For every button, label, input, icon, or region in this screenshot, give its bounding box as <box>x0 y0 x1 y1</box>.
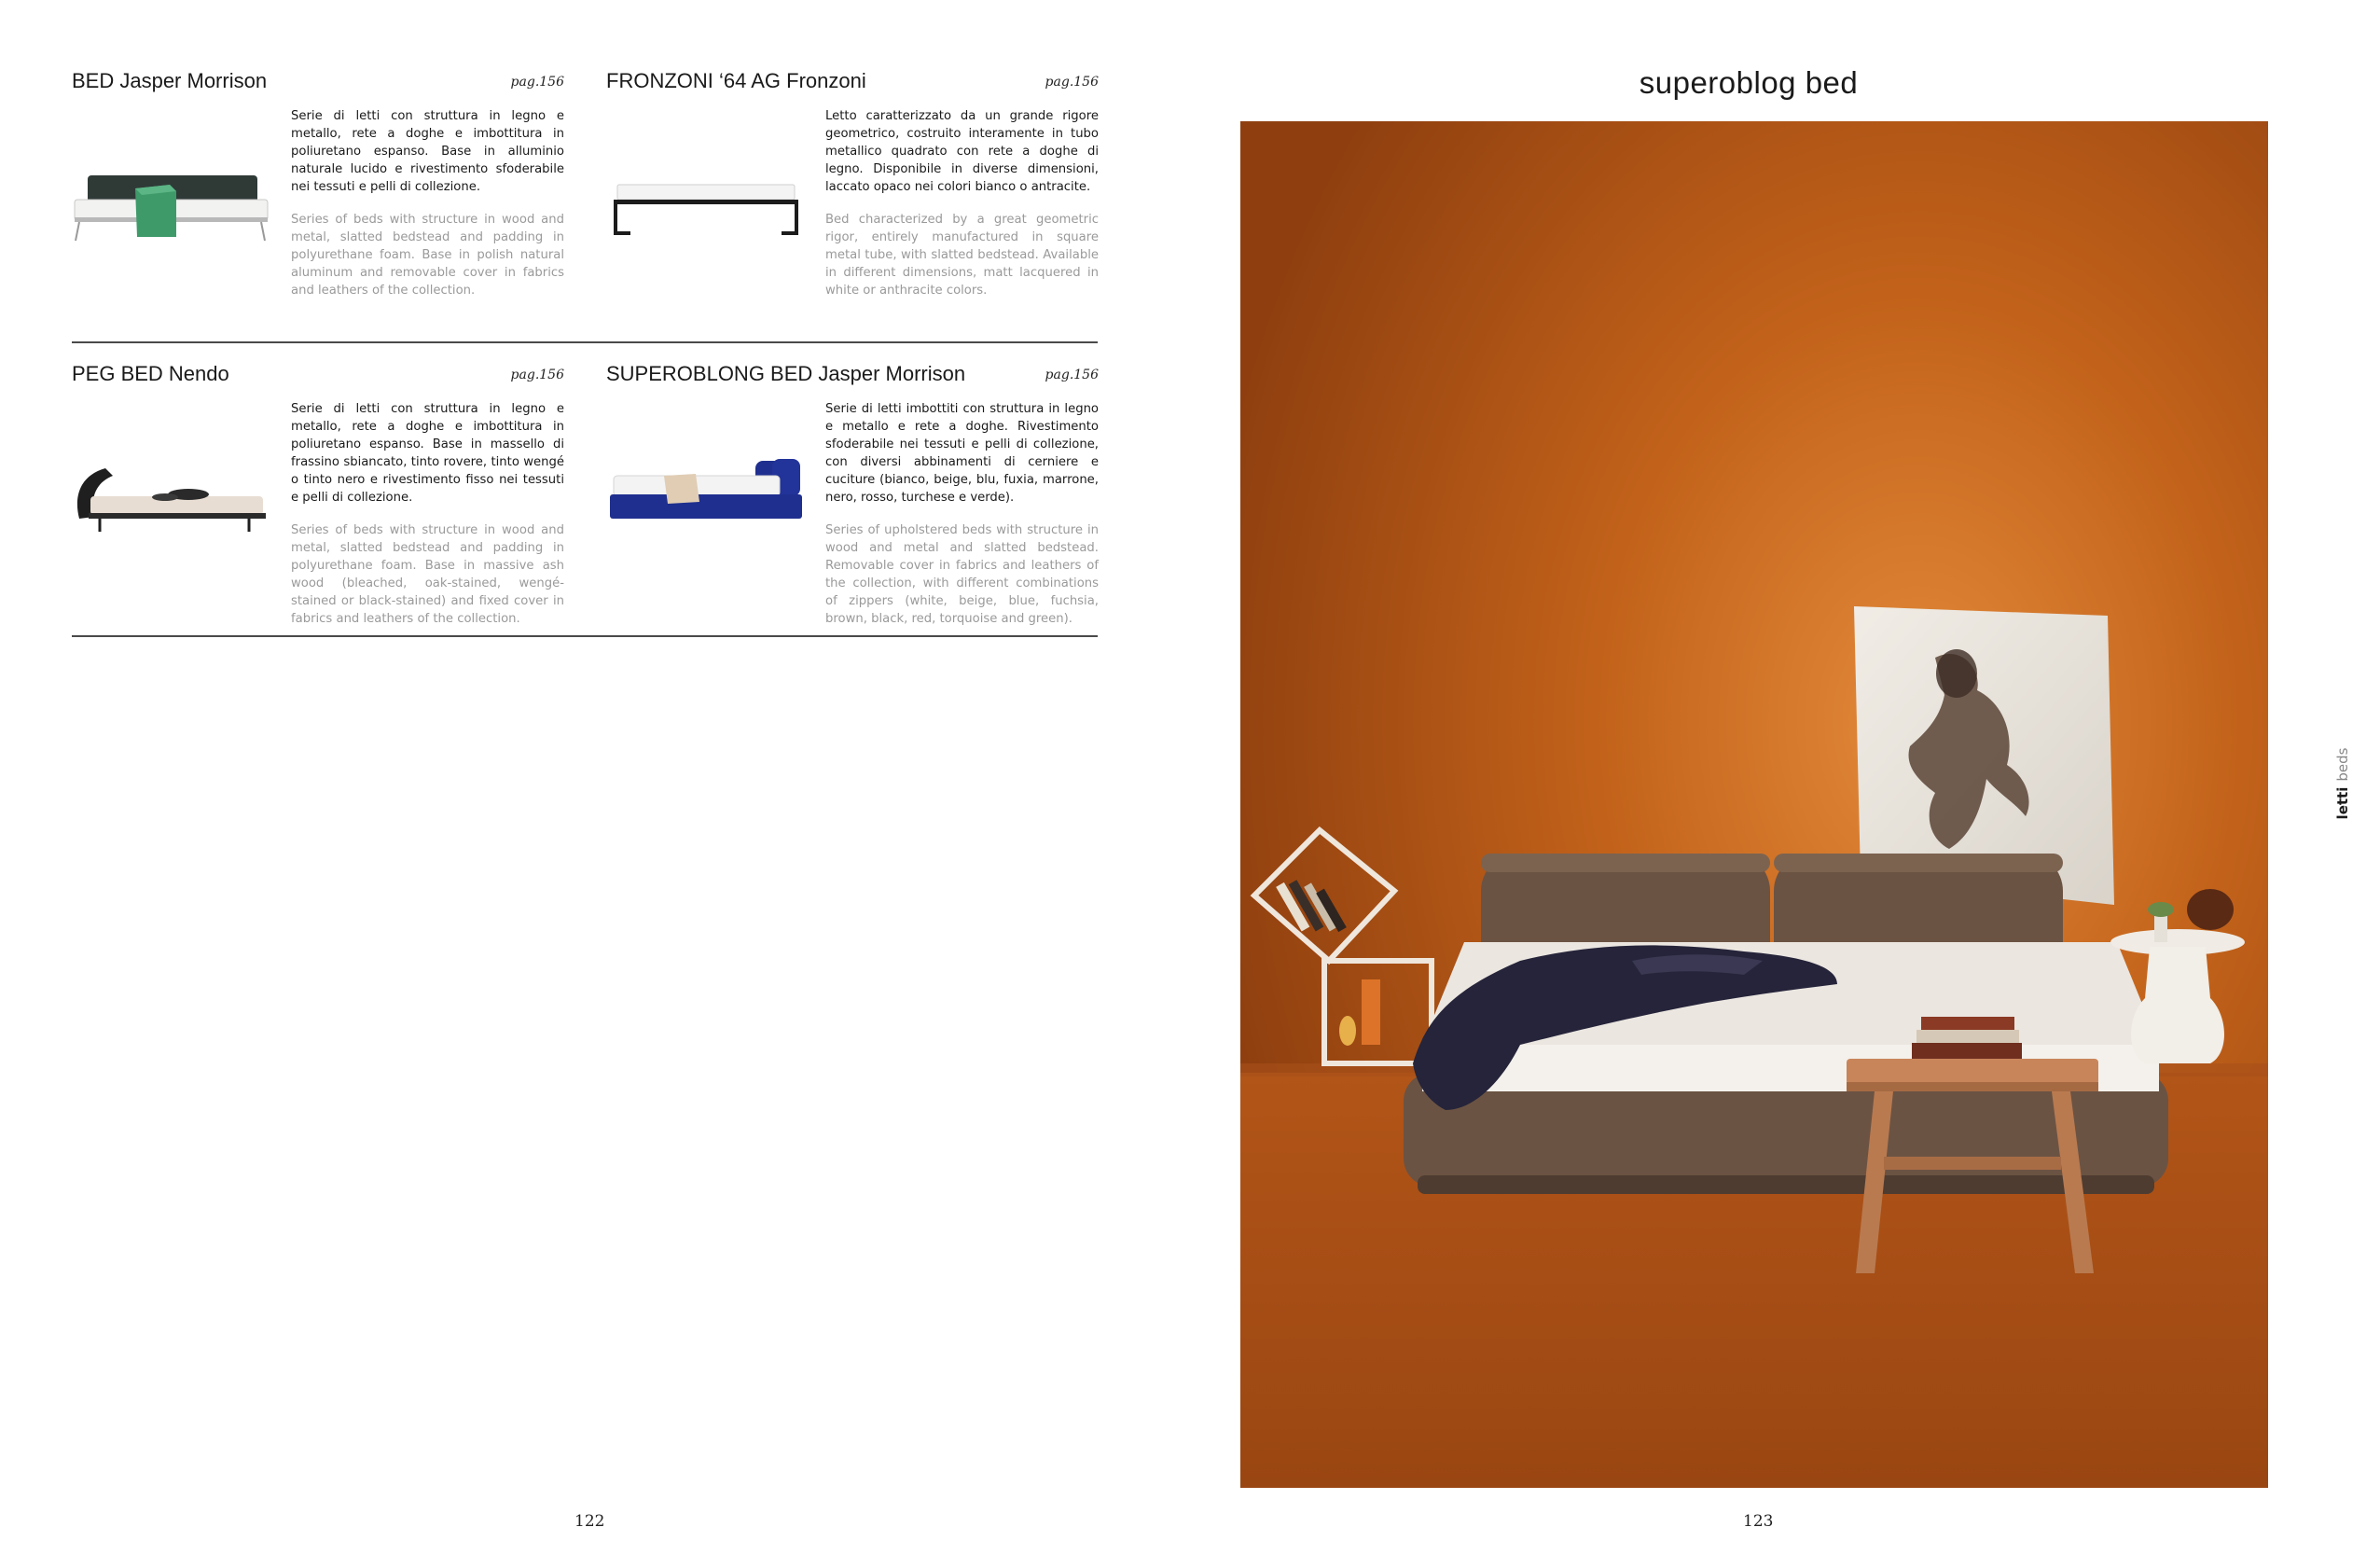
fronzoni-bed-image <box>606 162 807 242</box>
section-side-tab <box>2305 746 2380 821</box>
superoblong-bed-image <box>606 455 807 535</box>
page-title: superoblog bed <box>1639 65 1859 100</box>
section-divider <box>72 341 1098 343</box>
bedroom-scene <box>1240 121 2268 1488</box>
description-italian: Serie di letti con struttura in legno e metallo, rete a doghe e imbottitura in poliuretano espanso. Base in massello di frassino sbiancato, tinto rovere, tinto wengé o tinto nero e rivestimento fisso nei tessuti e pelli di collezione. <box>291 402 564 505</box>
page-number: 123 <box>1743 1512 1774 1531</box>
product-fronzoni-64 <box>606 69 1099 335</box>
right-page <box>1166 0 2351 1555</box>
bed <box>1404 854 2168 1194</box>
section-divider <box>72 635 1098 637</box>
description-english: Series of upholstered beds with structure in wood and metal and slatted bedstead. Removable cover in fabrics and leathers of the collection, with different combinations of zippers (white, beige, blue, fuchsia, brown, black, red, torquoise and green). <box>825 523 1099 626</box>
superoblong-bed-photo <box>1240 121 2268 1488</box>
product-description <box>291 107 564 299</box>
product-title: BED Jasper Morrison <box>72 69 268 92</box>
page-reference: pag.156 <box>510 75 564 90</box>
page-reference: pag.156 <box>1045 368 1099 382</box>
product-title: PEG BED Nendo <box>72 362 229 385</box>
page-number: 122 <box>574 1512 605 1531</box>
description-english: Series of beds with structure in wood and metal, slatted bedstead and padding in polyurethane foam. Base in massive ash wood (bleached, oak-stained, wengé-stained or black-stained) and fixed cover in fabrics and leathers of the collection. <box>291 523 564 626</box>
description-italian: Serie di letti con struttura in legno e metallo, rete a doghe e imbottitura in poliuretano espanso. Base in alluminio naturale lucido e rivestimento sfoderabile nei tessuti e pelli di collezione. <box>291 109 564 194</box>
page-reference: pag.156 <box>510 368 564 382</box>
page-reference: pag.156 <box>1045 75 1099 90</box>
product-description <box>825 400 1099 628</box>
description-italian: Letto caratterizzato da un grande rigore geometrico, costruito interamente in tubo metallico quadrato con rete a doghe di legno. Disponibile in diverse dimensioni, laccato opaco nei colori bianco o antracite. <box>825 109 1099 194</box>
product-peg-bed-nendo <box>72 362 564 628</box>
description-english: Bed characterized by a great geometric rigor, entirely manufactured in square metal tube, with slatted bedstead. Available in different dimensions, matt lacquered in white or anthracite colors. <box>825 213 1099 298</box>
description-italian: Serie di letti imbottiti con struttura in legno e metallo e rete a doghe. Rivestimento sfoderabile nei tessuti e pelli di collezione, con diversi abbinamenti di cerniere e cuciture (bianco, beige, blu, fuxia, marrone, nero, rosso, turchese e verde). <box>825 402 1099 505</box>
product-bed-jasper-morrison <box>72 69 564 335</box>
product-description <box>291 400 564 628</box>
side-tab-primary: letti <box>2334 786 2351 820</box>
product-title: FRONZONI ‘64 AG Fronzoni <box>606 69 866 92</box>
product-description <box>825 107 1099 299</box>
side-tab-secondary: beds <box>2334 747 2351 782</box>
bed-jasper-morrison-image <box>72 162 272 242</box>
description-english: Series of beds with structure in wood and metal, slatted bedstead and padding in polyurethane foam. Base in polish natural aluminum and removable cover in fabrics and leathers of the collection. <box>291 213 564 298</box>
product-title: SUPEROBLONG BED Jasper Morrison <box>606 362 966 385</box>
peg-bed-image <box>72 455 272 535</box>
product-superoblong-bed <box>606 362 1099 628</box>
left-page <box>0 0 1166 1555</box>
